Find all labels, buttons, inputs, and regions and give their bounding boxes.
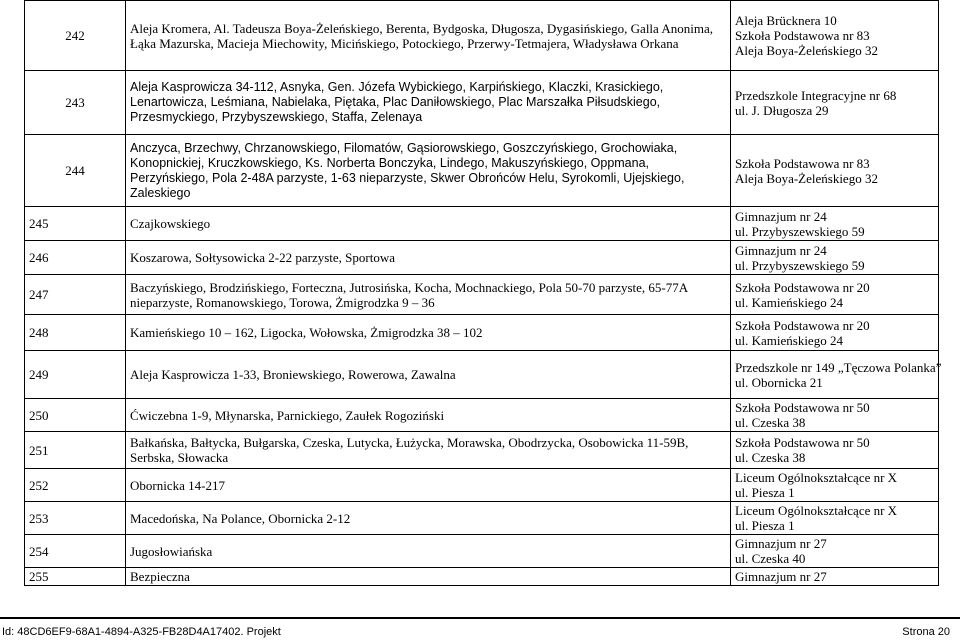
street-list: Bezpieczna [126,568,731,586]
table-row [25,207,939,241]
polling-place-line: ul. Czeska 38 [735,415,806,430]
table-row [25,351,939,399]
polling-place-line: Gimnazjum nr 27 [735,536,827,551]
polling-place-line: ul. Obornicka 21 [735,374,823,390]
street-list: Kamieńskiego 10 – 162, Ligocka, Wołowska, Żmigrodzka 38 – 102 [126,315,731,351]
polling-place [731,399,939,432]
polling-place-line: ul. Kamieńskiego 24 [735,294,843,310]
polling-place-line: Liceum Ogólnokształcące nr X [735,503,898,518]
street-list: Czajkowskiego [126,207,731,241]
polling-place-line: ul. Piesza 1 [735,485,795,500]
district-number: 253 [25,502,126,535]
table-row [25,241,939,275]
polling-place [731,207,939,241]
polling-place-line: Przedszkole Integracyjne nr 68 [735,87,897,103]
district-number: 251 [25,432,126,469]
district-number: 249 [25,351,126,399]
street-list: Obornicka 14-217 [126,469,731,502]
street-list: Jugosłowiańska [126,535,731,568]
polling-place-line: Gimnazjum nr 24 [735,242,827,258]
polling-place-line: ul. Czeska 38 [735,450,806,465]
polling-place [731,535,939,568]
polling-place-line: Szkoła Podstawowa nr 83 [735,28,870,43]
district-number: 246 [25,241,126,275]
polling-place-line: ul. Przybyszewskiego 59 [735,223,865,239]
street-list: Aleja Kasprowicza 1-33, Broniewskiego, Rowerowa, Zawalna [126,351,731,399]
polling-place-line: Aleja Brücknera 10 [735,13,837,28]
street-list: Baczyńskiego, Brodzińskiego, Forteczna, Jutrosińska, Kocha, Mochnackiego, Pola 50-70 parzyste, 65-77A nieparzyste, Romanowskiego, Torowa, Żmigrodzka 9 – 36 [126,275,731,315]
polling-place [731,315,939,351]
polling-place-line: Aleja Boya-Żeleńskiego 32 [735,43,878,58]
table-row [25,502,939,535]
polling-place-line: Gimnazjum nr 24 [735,208,827,224]
table-row [25,315,939,351]
polling-place-line: ul. Przybyszewskiego 59 [735,257,865,273]
street-list: Aleja Kromera, Al. Tadeusza Boya-Żeleńskiego, Berenta, Bydgoska, Długosza, Dygasińskiego, Galla Anonima, Łąka Mazurska, Macieja Miechowity, Micińskiego, Potockiego, Przerwy-Tetmajera, Władysława Orkana [126,1,731,71]
district-number: 248 [25,315,126,351]
district-number: 243 [25,71,126,135]
street-list: Aleja Kasprowicza 34-112, Asnyka, Gen. Józefa Wybickiego, Karpińskiego, Klaczki, Krasickiego, Lenartowicza, Leśmiana, Nabielaka, Piętaka, Plac Daniłowskiego, Plac Marszałka Piłsudskiego, Przesmyckiego, Przybyszewskiego, Staffa, Zelenaya [126,71,731,135]
polling-place [731,469,939,502]
table-row [25,135,939,207]
polling-place [731,241,939,275]
polling-place-line: Przedszkole nr 149 „Tęczowa Polanka” [735,359,942,375]
table-row [25,568,939,586]
footer-divider [0,617,960,619]
district-number: 244 [25,135,126,207]
polling-place-line: Szkoła Podstawowa nr 50 [735,400,870,415]
table-row [25,1,939,71]
district-number: 254 [25,535,126,568]
table-row [25,399,939,432]
district-number: 242 [25,1,126,71]
table-row [25,275,939,315]
district-table [24,0,942,586]
district-table-body [25,1,942,586]
polling-place [731,275,939,315]
polling-place-line: Aleja Boya-Żeleńskiego 32 [735,170,878,186]
street-list: Bałkańska, Bałtycka, Bułgarska, Czeska, Lutycka, Łużycka, Morawska, Obodrzycka, Osobowicka 11-59B, Serbska, Słowacka [126,432,731,469]
polling-place-line: Szkoła Podstawowa nr 83 [735,155,870,171]
table-row [25,535,939,568]
district-number: 252 [25,469,126,502]
polling-place-line: ul. Piesza 1 [735,518,795,533]
district-number: 250 [25,399,126,432]
page-footer [0,626,960,640]
district-number: 255 [25,568,126,586]
polling-place [731,1,939,71]
footer-page-number: Strona 20 [902,626,950,638]
polling-place [731,71,939,135]
polling-place-line: Liceum Ogólnokształcące nr X [735,470,898,485]
footer-document-id: Id: 48CD6EF9-68A1-4894-A325-FB28D4A17402. Projekt [2,626,281,638]
polling-place-line: Szkoła Podstawowa nr 20 [735,279,870,295]
district-number: 247 [25,275,126,315]
polling-place [731,432,939,469]
district-number: 245 [25,207,126,241]
street-list: Koszarowa, Sołtysowicka 2-22 parzyste, Sportowa [126,241,731,275]
street-list: Ćwiczebna 1-9, Młynarska, Parnickiego, Zaułek Rogoziński [126,399,731,432]
polling-place [731,568,939,586]
polling-place-line: ul. Czeska 40 [735,551,806,566]
polling-place-line: Szkoła Podstawowa nr 50 [735,435,870,450]
polling-place [731,351,942,399]
table-row [25,469,939,502]
polling-place-line: ul. Kamieńskiego 24 [735,332,843,348]
polling-place-line: Szkoła Podstawowa nr 20 [735,317,870,333]
polling-place [731,502,939,535]
table-row [25,432,939,469]
street-list: Macedońska, Na Polance, Obornicka 2-12 [126,502,731,535]
table-row [25,71,939,135]
street-list: Anczyca, Brzechwy, Chrzanowskiego, Filomatów, Gąsiorowskiego, Goszczyńskiego, Grochowiaka, Konopnickiej, Kruczkowskiego, Ks. Norberta Bonczyka, Lindego, Makuszyńskiego, Oppmana, Perzyńskiego, Pola 2-48A parzyste, 1-63 nieparzyste, Skwer Obrońców Helu, Syrokomli, Ujejskiego, Zaleskiego [126,135,731,207]
polling-place-line: ul. J. Długosza 29 [735,102,829,118]
polling-place [731,135,939,207]
polling-place-line: Gimnazjum nr 27 [735,569,827,584]
